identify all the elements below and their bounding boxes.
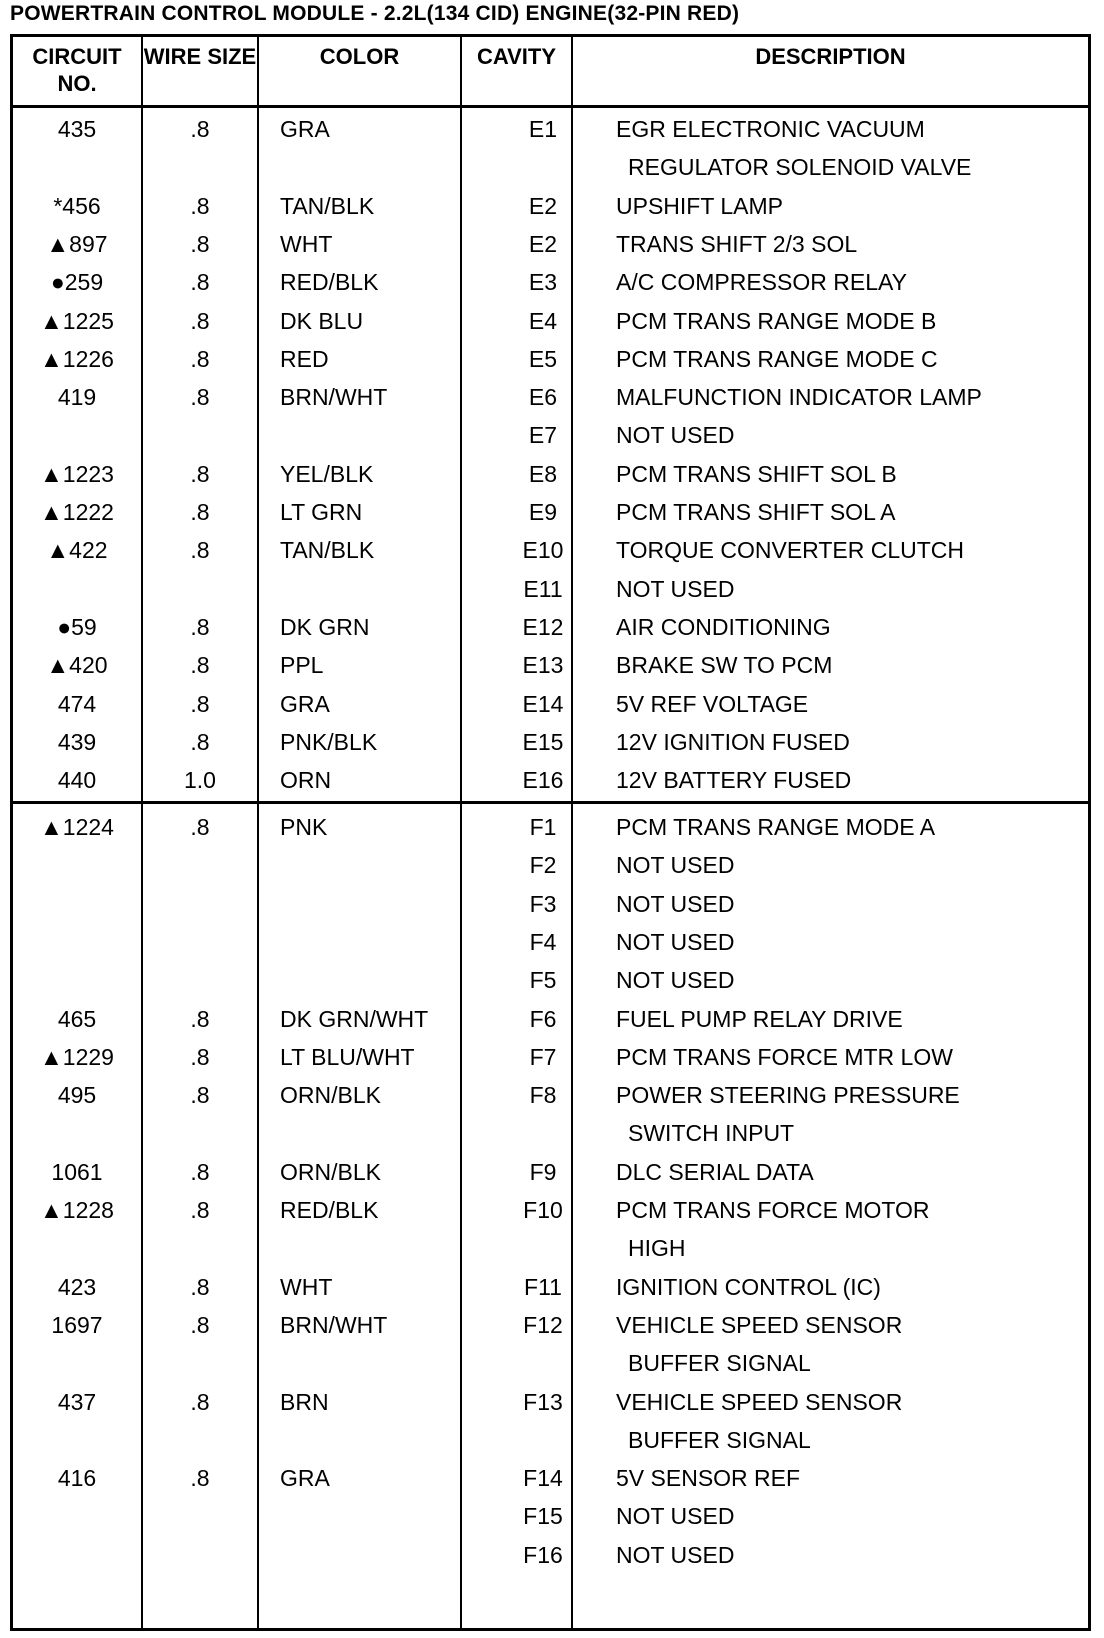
color-cell: ORN/BLK [280,1082,381,1109]
header-description: DESCRIPTION [755,44,906,69]
description-cell: VEHICLE SPEED SENSOR [616,1311,903,1338]
header-circuit: CIRCUIT NO. [32,44,122,96]
cavity-cell: E4 [528,307,558,334]
table-row [13,1420,1088,1460]
table-row [13,530,1088,570]
description-cell: PCM TRANS RANGE MODE C [616,345,938,372]
circuit-cell: 423 [57,1273,97,1300]
table-row [13,1458,1088,1498]
cavity-cell: E7 [528,422,558,449]
wire-size-cell: .8 [190,345,210,372]
table-row [13,186,1088,226]
cavity-cell: E2 [528,192,558,219]
circuit-cell: *456 [53,192,101,219]
cavity-cell: F12 [523,1311,563,1338]
table-row [13,377,1088,417]
wire-size-cell: .8 [190,537,210,564]
color-cell: RED [280,345,329,372]
cavity-cell: E15 [522,728,564,755]
description-cell: PCM TRANS RANGE MODE B [616,307,937,334]
circuit-cell: ▲1229 [40,1043,114,1070]
table-row [13,845,1088,885]
table-row [13,922,1088,962]
cavity-cell: F8 [529,1082,557,1109]
cavity-cell: E1 [528,116,558,142]
cavity-cell: E13 [522,652,564,679]
cavity-cell: E8 [528,460,558,487]
description-cell: 12V BATTERY FUSED [616,767,852,794]
color-cell: BRN/WHT [280,1311,388,1338]
description-cell: SWITCH INPUT [628,1120,795,1147]
description-cell: POWER STEERING PRESSURE [616,1082,960,1109]
cavity-cell: E9 [528,499,558,525]
table-row [13,262,1088,302]
table-row [13,1267,1088,1307]
description-cell: NOT USED [616,575,735,602]
table-row [13,1037,1088,1077]
cavity-cell: F3 [529,890,557,917]
cavity-cell: F9 [529,1158,557,1185]
wire-size-cell: .8 [190,460,210,487]
color-cell: TAN/BLK [280,192,375,219]
cavity-cell: F4 [529,928,557,955]
cavity-cell: F14 [523,1465,563,1492]
cavity-cell: F2 [529,852,557,879]
color-cell: GRA [280,690,330,717]
wire-size-cell: .8 [190,307,210,334]
description-cell: VEHICLE SPEED SENSOR [616,1388,903,1415]
circuit-cell: 435 [57,116,97,142]
wire-size-cell: .8 [190,814,210,840]
wire-size-cell: .8 [190,1005,210,1032]
color-cell: BRN/WHT [280,384,388,411]
wire-size-cell: .8 [190,1197,210,1223]
header-divider [13,105,1088,108]
table-row [13,415,1088,455]
description-cell: NOT USED [616,967,735,994]
color-cell: PPL [280,652,324,679]
color-cell: RED/BLK [280,269,379,296]
color-cell: DK GRN [280,613,370,640]
wire-size-cell: .8 [190,613,210,640]
cavity-cell: E11 [523,575,563,602]
table-row [13,960,1088,1000]
table-row [13,454,1088,494]
circuit-cell: ▲1222 [40,499,114,525]
circuit-cell: 419 [57,384,97,411]
color-cell: GRA [280,116,330,142]
cavity-cell: F15 [523,1503,563,1530]
description-cell: EGR ELECTRONIC VACUUM [616,116,925,142]
cavity-cell: E5 [528,345,558,372]
description-cell: PCM TRANS SHIFT SOL B [616,460,897,487]
circuit-cell: ▲1224 [40,814,114,840]
wire-size-cell: .8 [190,230,210,257]
cavity-cell: F6 [529,1005,557,1032]
description-cell: FUEL PUMP RELAY DRIVE [616,1005,903,1032]
wire-size-cell: .8 [190,690,210,717]
circuit-cell: ●259 [50,269,104,296]
circuit-cell: ▲420 [46,652,108,679]
color-cell: ORN/BLK [280,1158,381,1185]
description-cell: NOT USED [616,422,735,449]
color-cell: DK GRN/WHT [280,1005,429,1032]
table-row [13,1075,1088,1115]
table-row [13,1305,1088,1345]
cavity-cell: F7 [529,1043,557,1070]
color-cell: BRN [280,1388,329,1415]
circuit-cell: 416 [57,1465,97,1492]
table-row [13,1343,1088,1383]
circuit-cell: 474 [57,690,97,717]
table-row [13,109,1088,149]
color-cell: ORN [280,767,332,794]
cavity-cell: F11 [524,1273,562,1300]
color-cell: WHT [280,230,333,257]
wire-size-cell: .8 [190,1158,210,1185]
description-cell: DLC SERIAL DATA [616,1158,814,1185]
description-cell: BUFFER SIGNAL [628,1426,811,1453]
header-cavity: CAVITY [476,44,557,69]
wire-size-cell: .8 [190,499,210,525]
cavity-cell: F5 [529,967,557,994]
circuit-cell: ▲1223 [40,460,114,487]
color-cell: DK BLU [280,307,364,334]
table-row [13,722,1088,762]
circuit-cell: ●59 [57,613,97,640]
section-divider [13,801,1088,804]
table-row [13,569,1088,609]
wire-size-cell: .8 [190,1082,210,1109]
cavity-cell: F10 [523,1197,563,1223]
table-row [13,301,1088,341]
description-cell: IGNITION CONTROL (IC) [616,1273,881,1300]
table-row [13,760,1088,800]
header-wire-size: WIRE SIZE [143,44,257,69]
table-row [13,1535,1088,1575]
description-cell: MALFUNCTION INDICATOR LAMP [616,384,982,411]
circuit-cell: 495 [57,1082,97,1109]
cavity-cell: F16 [523,1541,563,1568]
wire-size-cell: .8 [190,1388,210,1415]
table-row [13,1382,1088,1422]
color-cell: PNK/BLK [280,728,378,755]
circuit-cell: ▲1225 [40,307,114,334]
cavity-cell: E2 [528,230,558,257]
table-row [13,147,1088,187]
wire-size-cell: .8 [190,192,210,219]
wire-size-cell: .8 [190,728,210,755]
cavity-cell: E3 [528,269,558,296]
table-row [13,684,1088,724]
circuit-cell: ▲422 [46,537,108,564]
circuit-cell: 1697 [51,1311,103,1338]
circuit-cell: 1061 [51,1158,103,1185]
description-cell: NOT USED [616,928,735,955]
cavity-cell: E6 [528,384,558,411]
table-row [13,1190,1088,1230]
table-row [13,999,1088,1039]
wire-size-cell: .8 [190,384,210,411]
description-cell: 12V IGNITION FUSED [616,728,850,755]
cavity-cell: E12 [522,613,564,640]
description-cell: TRANS SHIFT 2/3 SOL [616,230,858,257]
description-cell: BRAKE SW TO PCM [616,652,833,679]
circuit-cell: ▲1228 [40,1197,114,1223]
description-cell: A/C COMPRESSOR RELAY [616,269,907,296]
table-row [13,884,1088,924]
table-row [13,224,1088,264]
circuit-cell: 440 [57,767,97,794]
wire-size-cell: .8 [190,269,210,296]
color-cell: LT GRN [280,499,363,525]
description-cell: NOT USED [616,1503,735,1530]
description-cell: NOT USED [616,1541,735,1568]
wire-size-cell: .8 [190,1311,210,1338]
description-cell: PCM TRANS SHIFT SOL A [616,499,896,525]
cavity-cell: E10 [522,537,564,564]
description-cell: PCM TRANS FORCE MTR LOW [616,1043,953,1070]
color-cell: YEL/BLK [280,460,374,487]
table-row [13,1228,1088,1268]
wire-size-cell: .8 [190,1465,210,1492]
color-cell: WHT [280,1273,333,1300]
description-cell: PCM TRANS FORCE MOTOR [616,1197,930,1223]
description-cell: 5V REF VOLTAGE [616,690,809,717]
wire-size-cell: 1.0 [184,767,216,794]
cavity-cell: F13 [523,1388,563,1415]
wire-size-cell: .8 [190,652,210,679]
color-cell: TAN/BLK [280,537,375,564]
circuit-cell: 465 [57,1005,97,1032]
description-cell: AIR CONDITIONING [616,613,831,640]
wire-size-cell: .8 [190,1043,210,1070]
description-cell: HIGH [628,1235,686,1262]
wire-size-cell: .8 [190,116,210,142]
page-title: POWERTRAIN CONTROL MODULE - 2.2L(134 CID) ENGINE(32-PIN RED) [10,2,740,25]
wire-size-cell: .8 [190,1273,210,1300]
table-row [13,339,1088,379]
description-cell: BUFFER SIGNAL [628,1350,811,1377]
table-row [13,1113,1088,1153]
cavity-cell: E14 [522,690,564,717]
table-row [13,645,1088,685]
circuit-cell: ▲897 [46,230,108,257]
table-row [13,807,1088,847]
color-cell: LT BLU/WHT [280,1043,415,1070]
color-cell: PNK [280,814,328,840]
description-cell: NOT USED [616,890,735,917]
color-cell: GRA [280,1465,330,1492]
description-cell: UPSHIFT LAMP [616,192,783,219]
connector-table [10,34,1091,1631]
circuit-cell: 439 [57,728,97,755]
table-row [13,607,1088,647]
description-cell: NOT USED [616,852,735,879]
description-cell: REGULATOR SOLENOID VALVE [628,154,972,181]
header-color: COLOR [319,44,400,69]
description-cell: TORQUE CONVERTER CLUTCH [616,537,965,564]
cavity-cell: F1 [529,814,557,840]
table-row [13,492,1088,532]
circuit-cell: 437 [57,1388,97,1415]
circuit-cell: ▲1226 [40,345,114,372]
description-cell: 5V SENSOR REF [616,1465,801,1492]
cavity-cell: E16 [522,767,564,794]
table-row [13,1152,1088,1192]
color-cell: RED/BLK [280,1197,379,1223]
table-row [13,1496,1088,1536]
description-cell: PCM TRANS RANGE MODE A [616,814,936,840]
